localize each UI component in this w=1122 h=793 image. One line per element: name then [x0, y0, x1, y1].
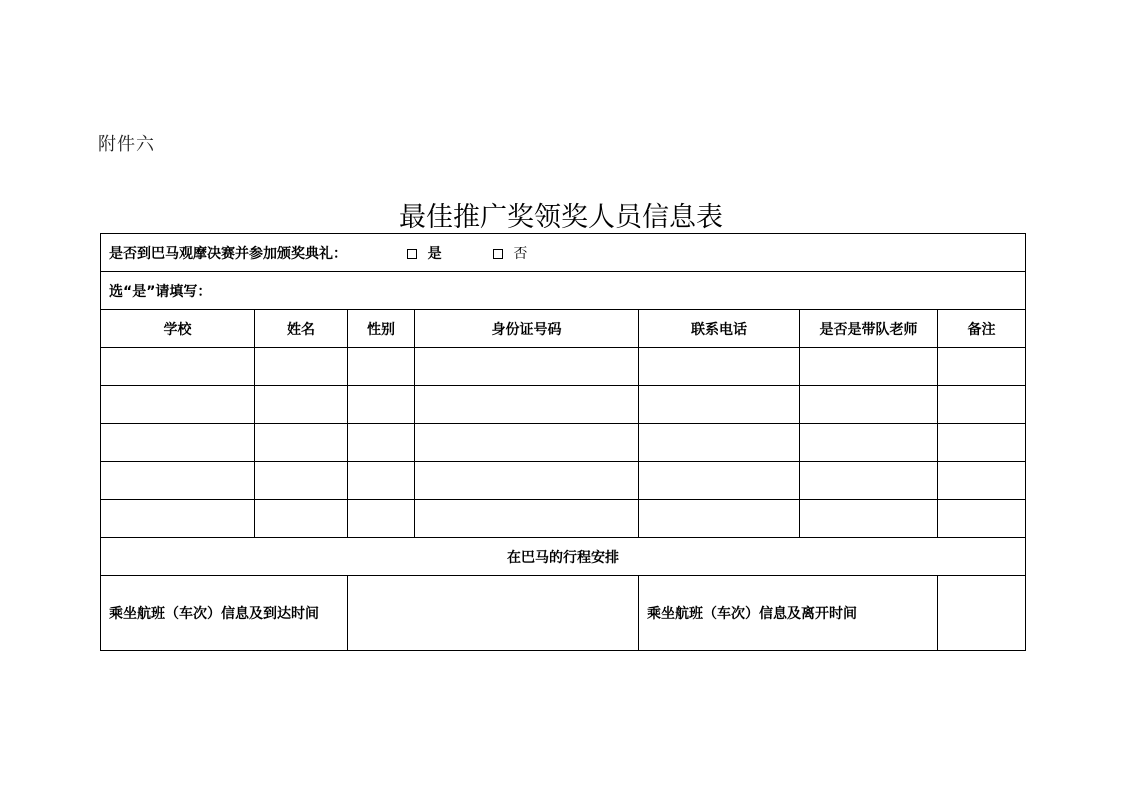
- cell-remarks[interactable]: [938, 348, 1026, 386]
- cell-school[interactable]: [101, 348, 255, 386]
- itinerary-heading-row: [101, 538, 1026, 576]
- column-header-remarks: 备注: [938, 310, 1026, 348]
- cell-name[interactable]: [255, 424, 348, 462]
- cell-remarks[interactable]: [938, 386, 1026, 424]
- cell-id-number[interactable]: [415, 386, 639, 424]
- yes-checkbox[interactable]: [407, 249, 417, 259]
- cell-school[interactable]: [101, 500, 255, 538]
- cell-id-number[interactable]: [415, 500, 639, 538]
- cell-leader-teacher[interactable]: [800, 348, 938, 386]
- no-checkbox[interactable]: [493, 249, 503, 259]
- column-header-id-number: 身份证号码: [415, 310, 639, 348]
- cell-phone[interactable]: [639, 386, 800, 424]
- attachment-label: 附件六: [98, 134, 155, 155]
- cell-remarks[interactable]: [938, 462, 1026, 500]
- no-option-label: 否: [513, 245, 528, 262]
- column-header-row: [101, 310, 1026, 348]
- column-header-leader-teacher: 是否是带队老师: [800, 310, 938, 348]
- cell-id-number[interactable]: [415, 348, 639, 386]
- document-title: 最佳推广奖领奖人员信息表: [399, 202, 723, 233]
- cell-school[interactable]: [101, 386, 255, 424]
- column-header-phone: 联系电话: [639, 310, 800, 348]
- cell-leader-teacher[interactable]: [800, 462, 938, 500]
- cell-phone[interactable]: [639, 500, 800, 538]
- departure-value[interactable]: [938, 576, 1026, 651]
- cell-remarks[interactable]: [938, 500, 1026, 538]
- cell-id-number[interactable]: [415, 424, 639, 462]
- cell-school[interactable]: [101, 462, 255, 500]
- cell-gender[interactable]: [348, 386, 415, 424]
- cell-leader-teacher[interactable]: [800, 386, 938, 424]
- departure-label: 乘坐航班（车次）信息及离开时间: [639, 576, 938, 651]
- cell-name[interactable]: [255, 462, 348, 500]
- arrival-label: 乘坐航班（车次）信息及到达时间: [101, 576, 348, 651]
- cell-name[interactable]: [255, 348, 348, 386]
- cell-school[interactable]: [101, 424, 255, 462]
- table-row: [101, 462, 1026, 500]
- attendance-row: [101, 234, 1026, 272]
- cell-gender[interactable]: [348, 348, 415, 386]
- cell-gender[interactable]: [348, 500, 415, 538]
- column-header-gender: 性别: [348, 310, 415, 348]
- info-form-table: [100, 233, 1026, 651]
- itinerary-row: [101, 576, 1026, 651]
- fill-note: 选“是”请填写：: [101, 272, 1026, 310]
- cell-remarks[interactable]: [938, 424, 1026, 462]
- cell-gender[interactable]: [348, 462, 415, 500]
- itinerary-heading: 在巴马的行程安排: [101, 538, 1026, 576]
- fill-note-row: [101, 272, 1026, 310]
- table-row: [101, 348, 1026, 386]
- cell-phone[interactable]: [639, 462, 800, 500]
- cell-name[interactable]: [255, 386, 348, 424]
- arrival-value[interactable]: [348, 576, 639, 651]
- cell-gender[interactable]: [348, 424, 415, 462]
- cell-phone[interactable]: [639, 424, 800, 462]
- attendance-question: 是否到巴马观摩决赛并参加颁奖典礼：: [109, 245, 347, 262]
- table-row: [101, 424, 1026, 462]
- yes-option-label: 是: [427, 245, 442, 262]
- column-header-school: 学校: [101, 310, 255, 348]
- column-header-name: 姓名: [255, 310, 348, 348]
- cell-id-number[interactable]: [415, 462, 639, 500]
- cell-phone[interactable]: [639, 348, 800, 386]
- cell-leader-teacher[interactable]: [800, 424, 938, 462]
- table-row: [101, 386, 1026, 424]
- attendance-cell: [101, 234, 1026, 272]
- table-row: [101, 500, 1026, 538]
- cell-leader-teacher[interactable]: [800, 500, 938, 538]
- cell-name[interactable]: [255, 500, 348, 538]
